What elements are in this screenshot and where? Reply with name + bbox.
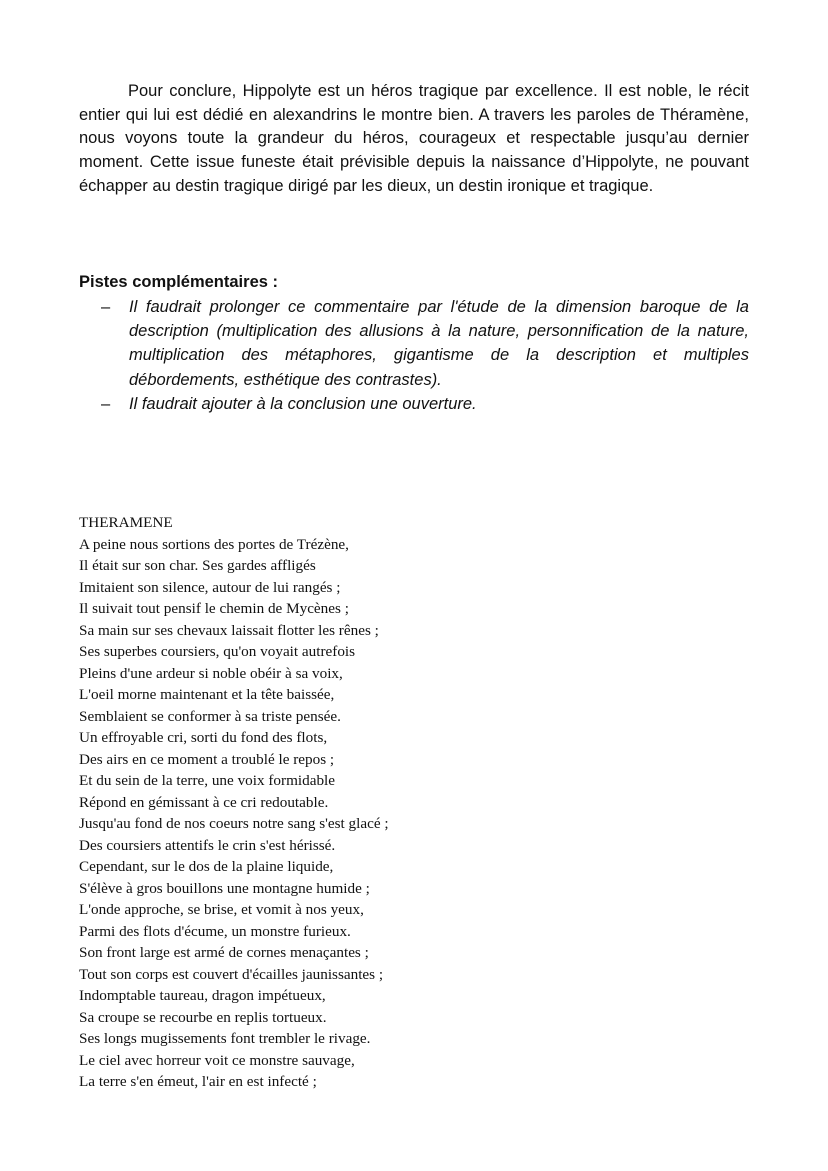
verse-line: Ses superbes coursiers, qu'on voyait autrefois [79,643,356,660]
verse-line: Semblaient se conformer à sa triste pensée. [79,707,341,725]
verse-line: Indomptable taureau, dragon impétueux, [79,987,326,1004]
verse-line: L'onde approche, se brise, et vomit à nos yeux, [79,901,364,918]
pistes-item-text: Il faudrait ajouter à la conclusion une ouverture. [129,394,477,413]
verse-line: Son front large est armé de cornes menaçantes ; [79,944,369,961]
verse-line: Cependant, sur le dos de la plaine liquide, [79,858,334,875]
verse-line: S'élève à gros bouillons une montagne humide ; [79,879,370,897]
pistes-list [79,295,749,416]
verse-line: Le ciel avec horreur voit ce monstre sauvage, [79,1051,355,1069]
verse-line: La terre s'en émeut, l'air en est infecté ; [79,1073,317,1090]
verse-line: Sa main sur ses chevaux laissait flotter les rênes ; [79,621,379,639]
pistes-item-text: Il faudrait prolonger ce commentaire par l'étude de la dimension baroque de la description (multiplication des allusions à la nature, personnification de la nature, multiplication des métaphores, gigantisme de la description et multiples débordements, esthétique des contrastes). [129,298,749,389]
pistes-list-item [79,295,749,392]
verse-line: A peine nous sortions des portes de Trézène, [79,535,349,553]
verse-line: Sa croupe se recourbe en replis tortueux. [79,1008,327,1026]
speaker-name: THERAMENE [79,514,173,531]
verse-line: Ses longs mugissements font trembler le rivage. [79,1030,371,1047]
verse-line: L'oeil morne maintenant et la tête baissée, [79,686,335,703]
list-dash: – [101,298,111,316]
verse-line: Répond en gémissant à ce cri redoutable. [79,793,329,811]
verse-line: Parmi des flots d'écume, un monstre furieux. [79,922,351,940]
verse-line: Pleins d'une ardeur si noble obéir à sa voix, [79,664,343,682]
verse-line: Des airs en ce moment a troublé le repos ; [79,750,335,768]
verse-line: Il était sur son char. Ses gardes affligés [79,557,316,574]
pistes-heading: Pistes complémentaires : [79,273,278,291]
conclusion-paragraph: Pour conclure, Hippolyte est un héros tragique par excellence. Il est noble, le récit entier qui lui est dédié en alexandrins le montre bien. A travers les paroles de Théramène, nous voyons toute la grandeur du héros, courageux et respectable jusqu’au dernier moment. Cette issue funeste était prévisible depuis la naissance d’Hippolyte, ne pouvant échapper au destin tragique dirigé par les dieux, un destin ironique et tragique. [79,82,749,195]
verse-line: Et du sein de la terre, une voix formidable [79,772,335,789]
verse-line: Jusqu'au fond de nos coeurs notre sang s'est glacé ; [79,815,389,832]
list-dash: – [101,394,111,413]
verse-line: Tout son corps est couvert d'écailles jaunissantes ; [79,965,384,983]
pistes-list-item [79,392,749,416]
verse-line: Un effroyable cri, sorti du fond des flots, [79,729,328,746]
verse-line: Des coursiers attentifs le crin s'est hérissé. [79,836,336,854]
verse-extract [79,512,679,1093]
verse-line: Il suivait tout pensif le chemin de Mycènes ; [79,600,349,617]
verse-line: Imitaient son silence, autour de lui rangés ; [79,578,341,596]
